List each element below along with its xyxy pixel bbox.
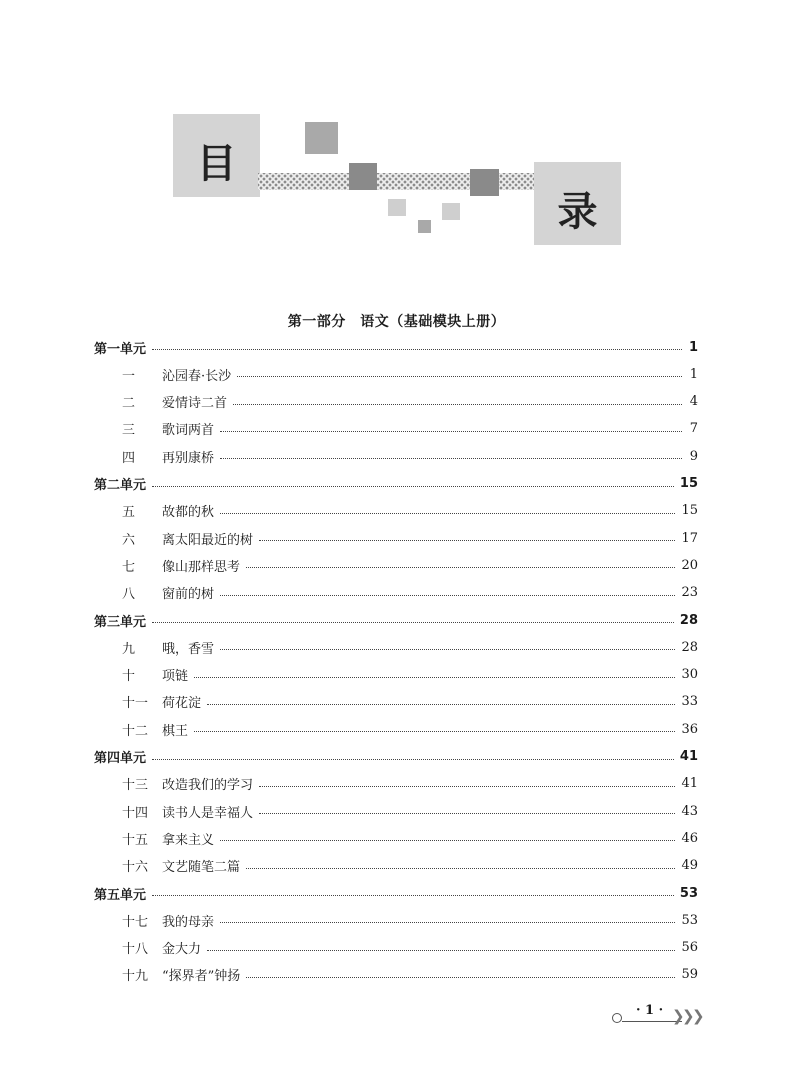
toc-item-number: 十五 (122, 832, 149, 848)
dot-leader (152, 348, 682, 350)
dot-leader (246, 566, 675, 568)
toc-item-row[interactable] (94, 499, 698, 523)
toc-item-title: 拿来主义 (162, 832, 215, 848)
toc-page-number: 41 (679, 749, 698, 764)
toc-item-row[interactable] (94, 417, 698, 441)
toc-item-title: 文艺随笔二篇 (162, 860, 241, 876)
toc-item-title: 我的母亲 (162, 914, 215, 930)
toc-item-row[interactable] (94, 936, 698, 960)
toc-item-number: 一 (122, 368, 136, 384)
dot-leader (152, 485, 674, 487)
toc-item-number: 四 (122, 450, 136, 466)
dot-leader (246, 867, 675, 869)
dot-leader (259, 539, 675, 541)
toc-page-number: 1 (689, 366, 698, 382)
dot-leader (233, 403, 682, 405)
toc-page-number: 59 (681, 967, 698, 983)
dot-leader (220, 839, 675, 841)
toc-item-title: 棋王 (162, 723, 189, 739)
part-title: 第一部分 语文（基础模块上册） (287, 314, 506, 330)
page-number: · 1 · (636, 1003, 664, 1018)
toc-item-row[interactable] (94, 362, 698, 386)
toc-unit-row[interactable] (94, 335, 698, 359)
toc-page-number: 43 (681, 803, 698, 819)
toc-unit-row[interactable] (94, 608, 698, 632)
toc-page-number: 46 (681, 830, 698, 846)
chevron-right-icon: ❯ (682, 1007, 695, 1025)
dot-leader (220, 457, 682, 459)
dot-leader (220, 648, 675, 650)
heading-char-right: 录 (557, 189, 598, 235)
deco-square (305, 122, 338, 154)
toc-item-number: 十二 (122, 723, 149, 739)
toc-unit-title: 第三单元 (94, 614, 147, 630)
toc-page-number: 23 (681, 585, 698, 601)
toc-item-row[interactable] (94, 854, 698, 878)
toc-page-number: 28 (679, 612, 698, 628)
toc-item-title: 爱情诗二首 (162, 396, 228, 412)
dot-leader (194, 676, 675, 678)
toc-item-row[interactable] (94, 526, 698, 550)
deco-square (418, 220, 431, 233)
toc-page-number: 1 (688, 339, 698, 355)
toc-item-number: 十 (122, 669, 136, 685)
toc-item-number: 十一 (122, 696, 149, 712)
dot-leader (237, 375, 682, 377)
toc-item-number: 七 (122, 559, 136, 575)
toc-item-number: 十九 (122, 969, 149, 985)
dot-leader (259, 812, 675, 814)
toc-unit-title: 第四单元 (94, 751, 147, 766)
toc-item-number: 八 (122, 587, 136, 603)
deco-square (470, 169, 499, 196)
chevron-right-icon: ❯ (692, 1007, 705, 1025)
heading-char-left: 目 (196, 141, 237, 187)
toc-item-row[interactable] (94, 826, 698, 850)
toc-item-row[interactable] (94, 553, 698, 577)
toc-item-row[interactable] (94, 581, 698, 605)
dot-leader (152, 894, 674, 896)
toc-unit-title: 第二单元 (94, 478, 147, 493)
toc-item-title: “探界者”钟扬 (162, 969, 241, 985)
toc-item-row[interactable] (94, 908, 698, 932)
toc-item-title: 金大力 (162, 942, 202, 958)
page-footer (612, 1003, 712, 1025)
toc-item-number: 九 (122, 641, 136, 657)
dot-leader (152, 621, 674, 623)
toc-page-number: 33 (681, 694, 698, 710)
toc-item-row[interactable] (94, 799, 698, 823)
toc-item-row[interactable] (94, 690, 698, 714)
toc-page-number: 49 (681, 858, 698, 874)
toc-item-title: 窗前的树 (162, 587, 215, 603)
dot-leader (207, 949, 675, 951)
toc-page-number: 30 (681, 667, 698, 683)
toc-page-number: 7 (689, 421, 698, 437)
toc-item-row[interactable] (94, 717, 698, 741)
toc-unit-title: 第一单元 (94, 341, 147, 357)
toc-item-row[interactable] (94, 390, 698, 414)
toc-page-number: 4 (689, 394, 698, 410)
toc-item-title: 荷花淀 (162, 696, 202, 712)
toc-item-title: 再别康桥 (162, 450, 215, 466)
dot-leader (220, 430, 682, 432)
dot-leader (152, 758, 674, 760)
toc-item-row[interactable] (94, 663, 698, 687)
toc-page-number: 28 (681, 639, 698, 655)
toc-item-number: 十七 (122, 914, 149, 930)
toc-item-number: 十八 (122, 942, 149, 958)
toc-item-row[interactable] (94, 963, 698, 987)
toc-item-number: 六 (122, 532, 136, 548)
toc-item-number: 五 (122, 505, 136, 521)
dot-leader (220, 594, 675, 596)
toc-item-number: 十四 (122, 805, 149, 821)
toc-item-title: 读书人是幸福人 (162, 805, 254, 821)
chevron-right-icon: ❯ (672, 1007, 685, 1025)
toc-item-row[interactable] (94, 772, 698, 796)
dot-leader (220, 512, 675, 514)
toc-item-number: 二 (122, 396, 136, 412)
dot-leader (194, 730, 675, 732)
toc-page-number: 53 (679, 885, 698, 901)
toc-unit-row[interactable] (94, 745, 698, 769)
toc-item-title: 改造我们的学习 (162, 778, 254, 794)
toc-item-row[interactable] (94, 635, 698, 659)
toc-page-number: 36 (681, 721, 698, 737)
dot-leader (207, 703, 675, 705)
dot-leader (259, 785, 675, 787)
toc-page-number: 17 (681, 530, 698, 546)
toc-item-title: 像山那样思考 (162, 559, 241, 575)
toc-page-number: 9 (689, 448, 698, 464)
toc-page-number: 41 (681, 776, 698, 792)
circle-icon (612, 1013, 622, 1023)
dot-leader (220, 921, 675, 923)
toc-item-title: 歌词两首 (162, 423, 215, 439)
toc-page-number: 56 (681, 940, 698, 956)
deco-square (442, 203, 460, 220)
toc-item-number: 十三 (122, 778, 149, 794)
toc-item-title: 沁园春·长沙 (162, 368, 232, 384)
dot-leader (246, 976, 675, 978)
toc-item-title: 故都的秋 (162, 505, 215, 521)
toc-item-row[interactable] (94, 444, 698, 468)
toc-unit-row[interactable] (94, 472, 698, 496)
toc-item-number: 十六 (122, 860, 149, 876)
toc-unit-row[interactable] (94, 881, 698, 905)
toc-page-number: 53 (681, 912, 698, 928)
deco-square (388, 199, 406, 216)
toc-item-title: 离太阳最近的树 (162, 532, 254, 548)
toc-item-title: 哦，香雪 (162, 641, 215, 657)
toc-header-graphic (0, 0, 793, 260)
toc-item-title: 项链 (162, 669, 189, 685)
deco-square (349, 163, 377, 190)
toc-page-number: 15 (681, 503, 698, 519)
toc-page-number: 20 (681, 557, 698, 573)
toc-item-number: 三 (122, 423, 136, 439)
toc-page-number: 15 (679, 476, 698, 491)
toc-unit-title: 第五单元 (94, 887, 147, 903)
